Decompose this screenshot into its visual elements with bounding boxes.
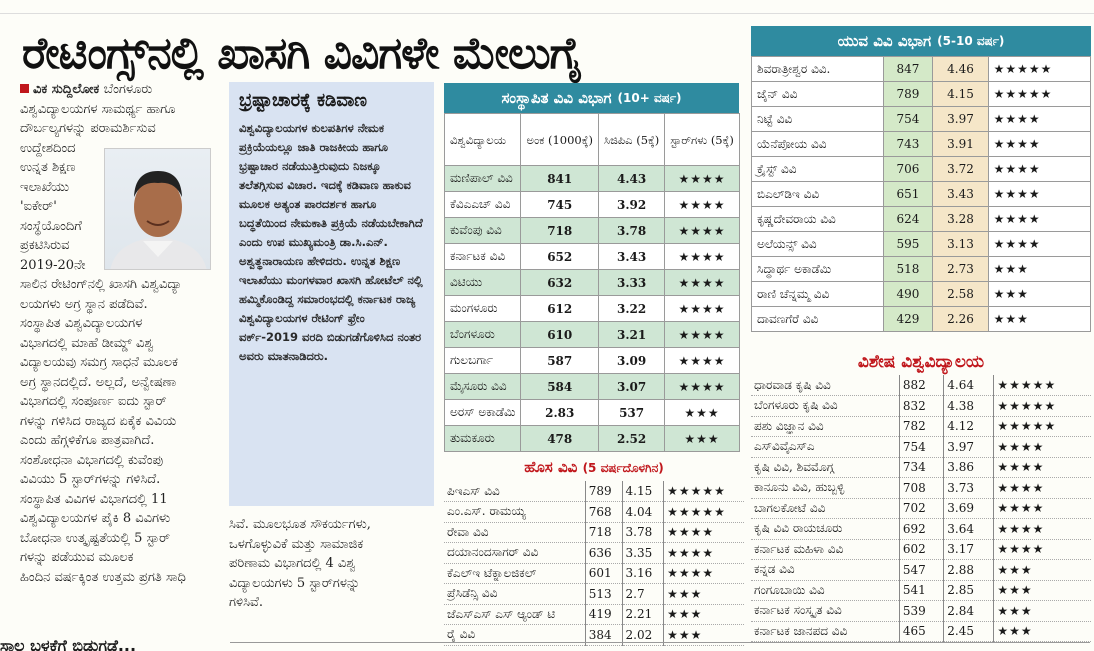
table-cell: 3.72: [933, 157, 988, 182]
table-row: [751, 498, 1091, 519]
table-cell: 3.35: [622, 543, 664, 564]
table-cell: 2.73: [933, 257, 988, 282]
minister-photo: [104, 148, 211, 270]
table-cell: ★★★★: [988, 207, 1090, 232]
table-cell: 636: [585, 543, 622, 564]
special-univ-table: [751, 375, 1091, 642]
table-cell: 734: [899, 457, 943, 478]
table-cell: ಜೈನ್ ವಿವಿ: [752, 82, 884, 107]
table-cell: 882: [899, 375, 943, 396]
table-cell: 3.97: [944, 437, 994, 458]
bottom-rule: [230, 642, 1090, 643]
table-row: [752, 207, 1091, 232]
table-row: [752, 182, 1091, 207]
table-row: [751, 560, 1091, 581]
table-row: [751, 457, 1091, 478]
special-title: ವಿಶೇಷ ವಿಶ್ವವಿದ್ಯಾಲಯ: [857, 352, 985, 372]
table-cell: ★★★★: [665, 244, 740, 270]
table-cell: 429: [883, 307, 933, 332]
table-cell: ★★★★: [665, 374, 740, 400]
table-cell: ★★★: [665, 400, 740, 426]
table-cell: 754: [883, 107, 933, 132]
table-row: [444, 563, 744, 584]
table-cell: ★★★: [988, 257, 1090, 282]
table-cell: ★★★★: [994, 519, 1091, 540]
table-cell: ಜೆಎಸ್‌ಎಸ್ ಎಸ್ ಆ್ಯಂಡ್ ಟಿ: [447, 606, 556, 621]
table-cell: 610: [521, 322, 598, 348]
table-row: [444, 584, 744, 605]
table-cell: ದಾವಣಗೆರೆ ವಿವಿ: [752, 307, 884, 332]
article-line: ಪರಿಣಾಮ ವಿಭಾಗದಲ್ಲಿ 4 ವಿಶ್ವ: [229, 556, 356, 571]
table-row: [752, 107, 1091, 132]
table-row: [445, 322, 740, 348]
table-cell: 595: [883, 232, 933, 257]
table-cell: ★★★★★: [994, 375, 1091, 396]
table-cell: 2.7: [622, 584, 664, 605]
table-cell: ಪಿಇಎಸ್ ವಿವಿ: [447, 483, 500, 498]
table-cell: 3.69: [944, 498, 994, 519]
new-univ-table: [444, 481, 744, 646]
table-cell: ★★★: [664, 604, 744, 625]
table-row: [444, 502, 744, 523]
table-cell: 3.43: [933, 182, 988, 207]
top-strip: [0, 0, 1094, 14]
table-cell: ಪ್ರೆಸಿಡೆನ್ಸಿ ವಿವಿ: [447, 586, 498, 601]
table-row: [445, 374, 740, 400]
table-row: [445, 426, 740, 452]
table-cell: ★★★★★: [988, 82, 1090, 107]
table-cell: ಕ್ರೈಸ್ಟ್ ವಿವಿ: [752, 157, 884, 182]
table-row: [752, 307, 1091, 332]
table-cell: ಕಾನೂನು ವಿವಿ, ಹುಬ್ಬಳ್ಳಿ: [754, 480, 845, 495]
table-cell: 3.86: [944, 457, 994, 478]
table-cell: 3.07: [598, 374, 664, 400]
table-cell: 789: [585, 481, 622, 502]
table-cell: 584: [521, 374, 598, 400]
article-line: ಲಯಗಳು ಅಗ್ರ ಸ್ಥಾನ ಪಡೆದಿವೆ.: [20, 296, 148, 312]
table-cell: ★★★: [994, 580, 1091, 601]
table-row: [445, 166, 740, 192]
bottom-headline: ಸಾಲ ಬಳಕೆಗೆ ಬಿಡುಗಡೆ...: [0, 636, 137, 651]
table-cell: 3.97: [933, 107, 988, 132]
table-cell: ★★★★: [665, 192, 740, 218]
table-cell: 718: [521, 218, 598, 244]
article-line: ವಿದ್ಯಾಲಯವು ಸಮಗ್ರ ಸಾಧನೆ ಮೂಲಕ: [20, 355, 178, 370]
table-cell: 4.64: [944, 375, 994, 396]
table-cell: ನಿಟ್ಟೆ ವಿವಿ: [752, 107, 884, 132]
table-row: [751, 396, 1091, 417]
article-line: ಸಂಶೋಧನಾ ವಿಭಾಗದಲ್ಲಿ ಕುವೆಂಪು: [20, 452, 164, 468]
table-row: [752, 157, 1091, 182]
table-cell: ★★★★: [665, 322, 740, 348]
table-cell: 539: [899, 601, 943, 622]
table-cell: ವಿಟಿಯು: [445, 270, 521, 296]
table-cell: ★★★: [994, 621, 1091, 642]
table-cell: 2.45: [944, 621, 994, 642]
table-cell: 4.15: [622, 481, 664, 502]
article-line: ಗಳನ್ನು ಗಳಿಸಿದ ರಾಜ್ಯದ ಏಕೈಕ ವಿವಿಯ: [20, 413, 177, 429]
article-line: ಒಳಗೊಳ್ಳುವಿಕೆ ಮತ್ತು ಸಾಮಾಜಿಕ: [229, 536, 364, 552]
table-cell: 3.16: [622, 563, 664, 584]
table-cell: ಕೆಎಲ್‌ಇ ಟೆಕ್ನಾಲಜಿಕಲ್: [447, 565, 537, 580]
table-cell: 702: [899, 498, 943, 519]
table-cell: 4.15: [933, 82, 988, 107]
table-cell: 4.46: [933, 57, 988, 82]
table-cell: 692: [899, 519, 943, 540]
article-line: ಸಂಸ್ಥಾಪಿತ ವಿವಿಗಳ ವಿಭಾಗದಲ್ಲಿ 11: [20, 491, 168, 507]
table-row: [445, 218, 740, 244]
table-cell: 847: [883, 57, 933, 82]
table-row: [444, 522, 744, 543]
table-cell: ಅರಸ್ ಅಕಾಡೆಮಿ: [445, 400, 521, 426]
table-cell: 602: [899, 539, 943, 560]
article-line: ವಿಭಾಗದಲ್ಲಿ ಮಾಹೆ ಡೀಮ್ಡ್ ವಿಶ್ವ: [20, 335, 154, 351]
table-cell: ★★★: [988, 282, 1090, 307]
table-cell: 3.78: [622, 522, 664, 543]
table-cell: 478: [521, 426, 598, 452]
table-cell: 3.13: [933, 232, 988, 257]
table-cell: ಸಿದ್ಧಾರ್ಥ ಅಕಾಡೆಮಿ: [752, 257, 884, 282]
table-cell: 3.28: [933, 207, 988, 232]
table-cell: 3.22: [598, 296, 664, 322]
article-line: 'ಐಕೇರ್': [20, 199, 57, 214]
table-cell: ★★★: [988, 307, 1090, 332]
table-cell: ಬೆಂಗಳೂರು ಕೃಷಿ ವಿವಿ: [754, 398, 838, 413]
table-cell: 3.33: [598, 270, 664, 296]
article-line: ಗಳನ್ನು ಪಡೆಯುವ ಮೂಲಕ: [20, 550, 134, 565]
table-row: [445, 400, 740, 426]
table-cell: 3.91: [933, 132, 988, 157]
article-line: ಸಾಲಿನ ರೇಟಿಂಗ್‌ನಲ್ಲಿ ಖಾಸಗಿ ವಿಶ್ವವಿದ್ಯಾ: [20, 277, 183, 292]
table-cell: ★★★★: [994, 437, 1091, 458]
table-row: [445, 270, 740, 296]
sidebar-title: ಭ್ರಷ್ಟಾಚಾರಕ್ಕೆ ಕಡಿವಾಣ: [239, 90, 368, 111]
table-cell: ★★★★: [988, 132, 1090, 157]
table-cell: ★★★: [994, 560, 1091, 581]
table-cell: ★★★★★: [988, 57, 1090, 82]
table-cell: 2.83: [521, 400, 598, 426]
table-cell: 652: [521, 244, 598, 270]
young-univ-table: [751, 26, 1091, 332]
table-cell: ಕರ್ನಾಟಕ ಸಂಸ್ಕೃತ ವಿವಿ: [754, 603, 842, 618]
article-line: ಉನ್ನತ ಶಿಕ್ಷಣ: [20, 160, 76, 175]
table-cell: 2.84: [944, 601, 994, 622]
table-cell: 547: [899, 560, 943, 581]
byline-place: ಬೆಂಗಳೂರು: [103, 82, 153, 97]
table-cell: ಕರ್ನಾಟಕ ಮಹಿಳಾ ವಿವಿ: [754, 541, 844, 556]
table-row: [752, 57, 1091, 82]
table-cell: ★★★★: [988, 182, 1090, 207]
table-cell: ಗುಲಬರ್ಗಾ: [445, 348, 521, 374]
table-cell: 706: [883, 157, 933, 182]
table-cell: 789: [883, 82, 933, 107]
byline-square-icon: [20, 84, 29, 93]
article-line: ಗಳಿಸಿವೆ.: [229, 595, 264, 610]
established-header: ವಿಶ್ವವಿದ್ಯಾಲಯ: [445, 114, 521, 166]
table-cell: ಯೆನೆಪೋಯ ವಿವಿ: [752, 132, 884, 157]
table-cell: 4.12: [944, 416, 994, 437]
table-cell: 3.09: [598, 348, 664, 374]
article-line: ಹಿಂದಿನ ವರ್ಷಕ್ಕಿಂತ ಉತ್ತಮ ಪ್ರಗತಿ ಸಾಧಿ: [20, 569, 186, 585]
table-row: [752, 82, 1091, 107]
table-cell: 768: [585, 502, 622, 523]
table-cell: ದಯಾನಂದಸಾಗರ್ ವಿವಿ: [447, 545, 539, 560]
table-cell: ಮಣಿಪಾಲ್ ವಿವಿ: [445, 166, 521, 192]
table-cell: ಕೃಷಿ ವಿವಿ ರಾಯಚೂರು: [754, 521, 843, 536]
table-row: [444, 604, 744, 625]
table-cell: 518: [883, 257, 933, 282]
table-cell: 2.21: [622, 604, 664, 625]
sidebar-box: [229, 82, 434, 506]
table-cell: 651: [883, 182, 933, 207]
table-row: [751, 539, 1091, 560]
table-cell: ★★★★: [994, 457, 1091, 478]
table-cell: ಕರ್ನಾಟಕ ವಿವಿ: [445, 244, 521, 270]
table-row: [444, 481, 744, 502]
table-cell: ★★★★: [665, 218, 740, 244]
established-header: ಅಂಕ (1000ಕ್ಕೆ): [521, 114, 598, 166]
table-row: [751, 519, 1091, 540]
article-line: ಸಿವೆ. ಮೂಲಭೂತ ಸೌಕರ್ಯಗಳು,: [229, 517, 371, 532]
table-cell: ★★★: [664, 625, 744, 646]
table-row: [751, 437, 1091, 458]
article-line: ಬೋಧನಾ ಉತ್ಕೃಷ್ಟತೆಯಲ್ಲಿ 5 ಸ್ಟಾರ್: [20, 530, 171, 546]
table-row: [751, 580, 1091, 601]
table-cell: ಕರ್ನಾಟಕ ಜಾನಪದ ವಿವಿ: [754, 623, 848, 638]
article-line: ವಿದ್ಯಾಲಯಗಳು 5 ಸ್ಟಾರ್‌ಗಳನ್ನು: [229, 575, 361, 591]
table-cell: ★★★★: [664, 563, 744, 584]
article-line: ಸಂಸ್ಥೆಯೊಂದಿಗೆ: [20, 218, 82, 234]
table-cell: ★★★: [664, 584, 744, 605]
young-title: ಯುವ ವಿವಿ ವಿಭಾಗ (5-10 ವರ್ಷ): [751, 26, 1091, 56]
table-cell: ★★★★: [988, 232, 1090, 257]
table-cell: 754: [899, 437, 943, 458]
table-cell: ಕೃಷಿ ವಿವಿ, ಶಿವಮೊಗ್ಗ: [754, 459, 834, 474]
table-row: [751, 416, 1091, 437]
established-header: ಸಿಜಿಪಿಎ (5ಕ್ಕೆ): [598, 114, 664, 166]
table-cell: 513: [585, 584, 622, 605]
table-cell: 3.73: [944, 478, 994, 499]
table-cell: ಮೈಸೂರು ವಿವಿ: [445, 374, 521, 400]
table-row: [751, 478, 1091, 499]
table-row: [445, 348, 740, 374]
table-cell: ★★★★★: [664, 481, 744, 502]
table-cell: 587: [521, 348, 598, 374]
table-cell: ಎಸ್‌ವಿವೈಎಸ್‌ಎ: [754, 439, 815, 454]
table-cell: ಬೆಂಗಳೂರು: [445, 322, 521, 348]
established-header: ಸ್ಟಾರ್‌ಗಳು (5ಕ್ಕೆ): [665, 114, 740, 166]
table-cell: ತುಮಕೂರು: [445, 426, 521, 452]
table-cell: 624: [883, 207, 933, 232]
table-cell: ರೈ ವಿವಿ: [447, 627, 476, 642]
table-cell: ರಾಣಿ ಚೆನ್ನಮ್ಮ ವಿವಿ: [752, 282, 884, 307]
article-line: ಇಲಾಖೆಯು: [20, 179, 70, 195]
table-cell: 2.58: [933, 282, 988, 307]
table-cell: 743: [883, 132, 933, 157]
table-row: [752, 257, 1091, 282]
table-cell: 4.04: [622, 502, 664, 523]
table-row: [445, 192, 740, 218]
table-cell: ಪಶು ವಿಜ್ಞಾನ ವಿವಿ: [754, 418, 824, 433]
table-cell: ★★★★: [665, 270, 740, 296]
table-cell: ★★★★: [665, 166, 740, 192]
table-cell: 745: [521, 192, 598, 218]
table-cell: ★★★★: [988, 157, 1090, 182]
table-cell: ★★★★: [664, 543, 744, 564]
table-cell: 3.43: [598, 244, 664, 270]
table-cell: 537: [598, 400, 664, 426]
byline-name: ವಿಕ ಸುದ್ದಿಲೋಕ: [33, 82, 100, 97]
table-cell: ಮಂಗಳೂರು: [445, 296, 521, 322]
table-cell: 2.85: [944, 580, 994, 601]
table-cell: 601: [585, 563, 622, 584]
table-cell: ಶಿವರಾತ್ರೀಶ್ವರ ವಿವಿ.: [752, 57, 884, 82]
table-row: [751, 621, 1091, 642]
article-line: ಉದ್ದೇಶದಿಂದ: [20, 140, 76, 156]
table-cell: ★★★★: [988, 107, 1090, 132]
article-line: ಅಗ್ರ ಸ್ಥಾನದಲ್ಲಿದೆ. ಅಲ್ಲದೆ, ಅನ್ವೇಷಣಾ: [20, 374, 177, 390]
table-cell: ಎಂ.ಎಸ್. ರಾಮಯ್ಯ: [447, 504, 526, 519]
table-cell: 3.78: [598, 218, 664, 244]
table-cell: ★★★★★: [994, 416, 1091, 437]
table-cell: ★★★★: [994, 498, 1091, 519]
table-cell: ★★★: [665, 426, 740, 452]
table-cell: 3.92: [598, 192, 664, 218]
table-cell: 490: [883, 282, 933, 307]
table-cell: 718: [585, 522, 622, 543]
table-cell: 541: [899, 580, 943, 601]
table-cell: ಕೆವಿಎಎಚ್ ವಿವಿ: [445, 192, 521, 218]
table-cell: 841: [521, 166, 598, 192]
byline: [20, 80, 220, 100]
table-row: [752, 132, 1091, 157]
new-univ-title: ಹೊಸ ವಿವಿ (5 ವರ್ಷದೊಳಗಿನ): [524, 458, 664, 476]
table-cell: ರೇವಾ ವಿವಿ: [447, 524, 489, 539]
article-line: ವಿಶ್ವವಿದ್ಯಾಲಯಗಳ ಸಾಮರ್ಥ್ಯ ಹಾಗೂ: [20, 101, 176, 117]
article-line: ವಿವಿಯು 5 ಸ್ಟಾರ್‌ಗಳನ್ನು ಗಳಿಸಿದೆ.: [20, 472, 161, 487]
article-line: ಪ್ರಕಟಿಸಿರುವ: [20, 238, 70, 253]
table-cell: 419: [585, 604, 622, 625]
table-cell: ಧಾರವಾಡ ಕೃಷಿ ವಿವಿ: [754, 377, 831, 392]
table-cell: ಬಿಎಲ್‌ಡಿಇ ವಿವಿ: [752, 182, 884, 207]
table-cell: 782: [899, 416, 943, 437]
table-row: [445, 296, 740, 322]
table-cell: ★★★★★: [664, 502, 744, 523]
table-cell: ಕೃಷ್ಣದೇವರಾಯ ವಿವಿ: [752, 207, 884, 232]
table-cell: ★★★★: [664, 522, 744, 543]
table-cell: ★★★: [994, 601, 1091, 622]
table-row: [444, 543, 744, 564]
article-line: ಸಂಸ್ಥಾಪಿತ ವಿಶ್ವವಿದ್ಯಾಲಯಗಳ: [20, 316, 143, 331]
table-cell: ★★★★: [994, 539, 1091, 560]
sidebar-text: ವಿಶ್ವವಿದ್ಯಾಲಯಗಳ ಕುಲಪತಿಗಳ ನೇಮಕ ಪ್ರಕ್ರಿಯೆಯಲ್ಲೂ ಜಾತಿ ರಾಜಕೀಯ ಹಾಗೂ ಭ್ರಷ್ಟಾಚಾರ ನಡೆಯುತ್ತಿರುವುದು ನಿಜಕ್ಕೂ ತಲೆತಗ್ಗಿಸುವ ವಿಚಾರ. ಇದಕ್ಕೆ ಕಡಿವಾಣ ಹಾಕುವ ಮೂಲಕ ಅತ್ಯಂತ ಪಾರದರ್ಶಕ ಹಾಗೂ ಬದ್ಧತೆಯಿಂದ ನೇಮಕಾತಿ ಪ್ರಕ್ರಿಯೆ ನಡೆಯಬೇಕಾಗಿದೆ ಎಂದು ಉಪ ಮುಖ್ಯಮಂತ್ರಿ ಡಾ.ಸಿ.ಎನ್. ಅಶ್ವತ್ಥನಾರಾಯಣ ಹೇಳಿದರು. ಉನ್ನತ ಶಿಕ್ಷಣ ಇಲಾಖೆಯು ಮಂಗಳವಾರ ಖಾಸಗಿ ಹೋಟೆಲ್ ನಲ್ಲಿ ಹಮ್ಮಿಕೊಂಡಿದ್ದ ಸಮಾರಂಭದಲ್ಲಿ ಕರ್ನಾಟಕ ರಾಜ್ಯ ವಿಶ್ವವಿದ್ಯಾಲಯಗಳ ರೇಟಿಂಗ್ ಫ್ರೇಂ ವರ್ಕ್-2019 ವರದಿ ಬಿಡುಗಡೆಗೊಳಿಸಿದ ನಂತರ ಅವರು ಮಾತನಾಡಿದರು.: [239, 121, 423, 363]
table-cell: 3.64: [944, 519, 994, 540]
table-cell: 465: [899, 621, 943, 642]
table-cell: 3.21: [598, 322, 664, 348]
table-cell: ಕುವೆಂಪು ವಿವಿ: [445, 218, 521, 244]
table-cell: 2.26: [933, 307, 988, 332]
table-cell: ★★★★: [665, 348, 740, 374]
table-cell: 2.52: [598, 426, 664, 452]
table-cell: ಬಾಗಲಕೋಟೆ ವಿವಿ: [754, 500, 826, 515]
table-cell: 832: [899, 396, 943, 417]
table-row: [752, 232, 1091, 257]
table-cell: ★★★★: [665, 296, 740, 322]
table-cell: ★★★★★: [994, 396, 1091, 417]
table-row: [752, 282, 1091, 307]
article-line: ವಿಶ್ವವಿದ್ಯಾಲಯಗಳ ಪೈಕಿ 8 ವಿವಿಗಳು: [20, 511, 171, 526]
table-cell: 708: [899, 478, 943, 499]
table-cell: 2.02: [622, 625, 664, 646]
table-row: [751, 375, 1091, 396]
table-cell: ಗಂಗೂಬಾಯಿ ವಿವಿ: [754, 582, 825, 597]
article-column-2: [229, 515, 434, 613]
table-cell: 2.88: [944, 560, 994, 581]
table-row: [445, 244, 740, 270]
table-cell: 632: [521, 270, 598, 296]
table-cell: ಅಲೆಯನ್ಸ್ ವಿವಿ: [752, 232, 884, 257]
table-cell: 4.43: [598, 166, 664, 192]
table-cell: 384: [585, 625, 622, 646]
established-univ-table: [444, 83, 739, 452]
headline: ರೇಟಿಂಗ್ಸ್‌ನಲ್ಲಿ ಖಾಸಗಿ ವಿವಿಗಳೇ ಮೇಲುಗೈ: [22, 28, 582, 79]
table-cell: 612: [521, 296, 598, 322]
table-cell: 4.38: [944, 396, 994, 417]
article-line: ವಿಭಾಗದಲ್ಲಿ ಸಂಪೂರ್ಣ ಐದು ಸ್ಟಾರ್: [20, 394, 167, 409]
table-cell: ★★★★: [994, 478, 1091, 499]
article-line: ಎಂದು ಹೆಗ್ಗಳಿಕೆಗೂ ಪಾತ್ರವಾಗಿದೆ.: [20, 433, 155, 448]
table-cell: 3.17: [944, 539, 994, 560]
article-line: ದೌರ್ಬಲ್ಯಗಳನ್ನು ಪರಾಮರ್ಶಿಸುವ: [20, 121, 156, 136]
established-title: ಸಂಸ್ಥಾಪಿತ ವಿವಿ ವಿಭಾಗ (10+ ವರ್ಷ): [444, 83, 739, 113]
table-row: [751, 601, 1091, 622]
table-cell: ಕನ್ನಡ ವಿವಿ: [754, 562, 795, 577]
article-line: 2019-20ನೇ: [20, 257, 86, 273]
